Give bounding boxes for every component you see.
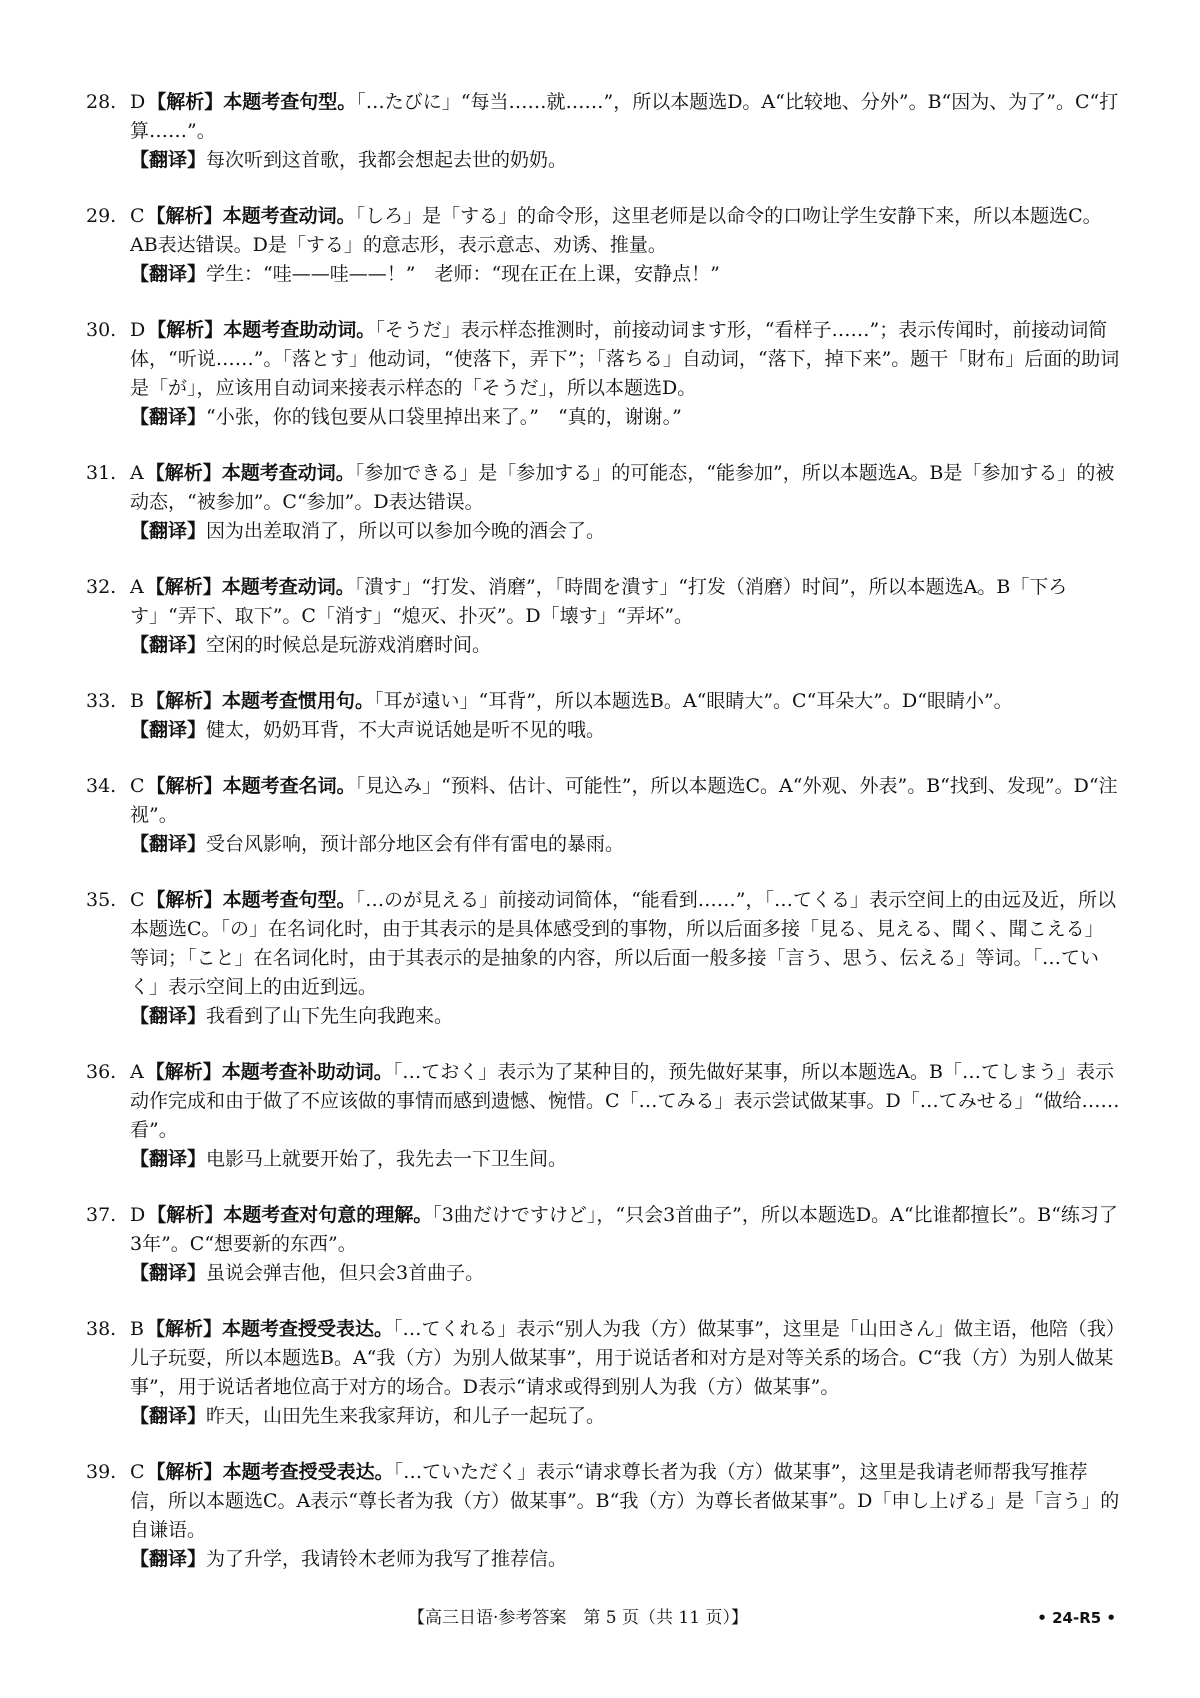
translation-label: 【翻译】 (130, 406, 207, 428)
item-body (130, 886, 1121, 1031)
translation-text: 健太，奶奶耳背，不大声说话她是听不见的哦。 (206, 719, 606, 741)
item-body (130, 88, 1121, 175)
analysis-label: 【解析】 (145, 462, 222, 484)
analysis-label: 【解析】 (145, 1318, 222, 1340)
translation-text: 电影马上就要开始了，我先去一下卫生间。 (206, 1148, 568, 1170)
item-number: 39. (86, 1461, 117, 1483)
analysis-label: 【解析】 (146, 1461, 223, 1483)
translation-line (130, 716, 1121, 745)
item-body (130, 772, 1121, 859)
analysis-label: 【解析】 (147, 319, 224, 341)
analysis-text: 「…のが見える」前接动词简体，“能看到……”，「…てくる」表示空间上的由远及近，所以本题选C。「の」在名词化时，由于其表示的是具体感受到的事物，所以后面多接「見る、見える、聞く、聞こえる」等词；「こと」在名词化时，由于其表示的是抽象的内容，所以后面一般多接「言う、思う、伝える」等词。「…ていく」表示空间上的由近到远。 (130, 889, 1117, 998)
answer-item (86, 316, 1121, 432)
translation-label: 【翻译】 (130, 1548, 207, 1570)
translation-line (130, 1002, 1121, 1031)
item-body (130, 1058, 1121, 1174)
answer-letter: D (130, 319, 146, 341)
item-body (130, 1201, 1121, 1288)
item-body (130, 573, 1121, 660)
translation-line (130, 1259, 1121, 1288)
analysis-text: 「3曲だけですけど」，“只会3首曲子”，所以本题选D。A“比谁都擅长”。B“练习了3年”。C“想要新的东西”。 (130, 1204, 1118, 1255)
analysis-label: 【解析】 (146, 205, 223, 227)
topic-point: 本题考查助动词。 (223, 319, 376, 341)
answer-item (86, 1458, 1121, 1574)
answer-letter: C (130, 205, 145, 227)
item-number: 32. (86, 576, 117, 598)
translation-label: 【翻译】 (130, 520, 207, 542)
topic-point: 本题考查对句意的理解。 (223, 1204, 433, 1226)
answer-letter: D (130, 91, 146, 113)
translation-line (130, 260, 1121, 289)
translation-text: 我看到了山下先生向我跑来。 (206, 1005, 454, 1027)
answer-letter: D (130, 1204, 146, 1226)
translation-label: 【翻译】 (130, 1005, 207, 1027)
topic-point: 本题考查动词。 (221, 576, 355, 598)
item-body (130, 687, 1121, 745)
answer-letter: A (130, 576, 144, 598)
analysis-label: 【解析】 (147, 91, 224, 113)
analysis-label: 【解析】 (146, 889, 223, 911)
answer-letter: A (130, 462, 144, 484)
translation-text: 学生：“哇——哇——！” 老师：“现在正在上课，安静点！” (206, 263, 720, 285)
analysis-text: 「…てくれる」表示“别人为我（方）做某事”，这里是「山田さん」做主语，他陪（我）儿子玩耍，所以本题选B。A“我（方）为别人做某事”，用于说话者和对方是对等关系的场合。C“我（方）为别人做某事”，用于说话者地位高于对方的场合。D表示“请求或得到别人为我（方）做某事”。 (130, 1318, 1116, 1398)
answer-item (86, 772, 1121, 859)
translation-text: 空闲的时候总是玩游戏消磨时间。 (206, 634, 492, 656)
answer-item (86, 459, 1121, 546)
translation-line (130, 830, 1121, 859)
analysis-label: 【解析】 (146, 775, 223, 797)
answer-letter: C (130, 775, 145, 797)
translation-label: 【翻译】 (130, 1148, 207, 1170)
translation-label: 【翻译】 (130, 634, 207, 656)
translation-text: 虽说会弹吉他，但只会3首曲子。 (206, 1262, 485, 1284)
translation-text: 每次听到这首歌，我都会想起去世的奶奶。 (206, 149, 568, 171)
item-number: 29. (86, 205, 117, 227)
item-body (130, 1315, 1121, 1431)
answer-list (86, 88, 1121, 1601)
analysis-text: 「潰す」“打发、消磨”，「時間を潰す」“打发（消磨）时间”，所以本题选A。B「下ろす」“弄下、取下”。C「消す」“熄灭、扑灭”。D「壊す」“弄坏”。 (130, 576, 1068, 627)
topic-point: 本题考查惯用句。 (221, 690, 374, 712)
topic-point: 本题考查动词。 (221, 462, 355, 484)
analysis-text: 「そうだ」表示样态推测时，前接动词ます形，“看样子……”；表示传闻时，前接动词简体，“听说……”。「落とす」他动词，“使落下，弄下”；「落ちる」自动词，“落下，掉下来”。题干「財布」后面的助词是「が」，应该用自动词来接表示样态的「そうだ」，所以本题选D。 (130, 319, 1120, 399)
translation-line (130, 631, 1121, 660)
item-number: 31. (86, 462, 117, 484)
analysis-text: 「参加できる」是「参加する」的可能态，“能参加”，所以本题选A。B是「参加する」的被动态，“被参加”。C“参加”。D表达错误。 (130, 462, 1115, 513)
item-number: 37. (86, 1204, 117, 1226)
answer-item (86, 1201, 1121, 1288)
topic-point: 本题考查补助动词。 (221, 1061, 393, 1083)
analysis-label: 【解析】 (145, 576, 222, 598)
item-body (130, 1458, 1121, 1574)
translation-label: 【翻译】 (130, 149, 207, 171)
topic-point: 本题考查句型。 (222, 889, 356, 911)
translation-line (130, 1545, 1121, 1574)
answer-item (86, 886, 1121, 1031)
answer-letter: A (130, 1061, 144, 1083)
answer-item (86, 687, 1121, 745)
item-number: 33. (86, 690, 117, 712)
answer-letter: B (130, 1318, 144, 1340)
answer-letter: C (130, 1461, 145, 1483)
analysis-text: 「耳が遠い」“耳背”，所以本题选B。A“眼睛大”。C“耳朵大”。D“眼睛小”。 (374, 690, 1013, 712)
translation-line (130, 1402, 1121, 1431)
topic-point: 本题考查动词。 (222, 205, 356, 227)
topic-point: 本题考查授受表达。 (222, 1461, 394, 1483)
item-number: 34. (86, 775, 117, 797)
translation-text: 昨天，山田先生来我家拜访，和儿子一起玩了。 (206, 1405, 606, 1427)
translation-label: 【翻译】 (130, 1262, 207, 1284)
analysis-label: 【解析】 (145, 1061, 222, 1083)
analysis-text: 「見込み」“预料、估计、可能性”，所以本题选C。A“外观、外表”。B“找到、发现”。D“注视”。 (130, 775, 1118, 826)
answer-item (86, 1315, 1121, 1431)
footer-code: • 24-R5 • (1037, 1609, 1116, 1627)
answer-letter: B (130, 690, 144, 712)
translation-text: “小张，你的钱包要从口袋里掉出来了。” “真的，谢谢。” (206, 406, 682, 428)
translation-text: 因为出差取消了，所以可以参加今晚的酒会了。 (206, 520, 606, 542)
topic-point: 本题考查授受表达。 (221, 1318, 393, 1340)
answer-item (86, 573, 1121, 660)
analysis-text: 「…ておく」表示为了某种目的，预先做好某事，所以本题选A。B「…てしまう」表示动作完成和由于做了不应该做的事情而感到遗憾、惋惜。C「…てみる」表示尝试做某事。D「…てみせる」“做给……看”。 (130, 1061, 1120, 1141)
translation-line (130, 1145, 1121, 1174)
translation-line (130, 403, 1121, 432)
footer-title: 【高三日语·参考答案 第 5 页（共 11 页）】 (408, 1608, 748, 1628)
translation-label: 【翻译】 (130, 833, 207, 855)
analysis-text: 「…たびに」“每当……就……”，所以本题选D。A“比较地、分外”。B“因为、为了”。C“打算……”。 (130, 91, 1119, 142)
item-number: 30. (86, 319, 117, 341)
answer-item (86, 88, 1121, 175)
item-number: 28. (86, 91, 117, 113)
answer-letter: C (130, 889, 145, 911)
topic-point: 本题考查名词。 (222, 775, 356, 797)
answer-item (86, 1058, 1121, 1174)
item-body (130, 459, 1121, 546)
answer-item (86, 202, 1121, 289)
analysis-text: 「しろ」是「する」的命令形，这里老师是以命令的口吻让学生安静下来，所以本题选C。AB表达错误。D是「する」的意志形，表示意志、劝诱、推量。 (130, 205, 1102, 256)
translation-line (130, 517, 1121, 546)
analysis-text: 「…ていただく」表示“请求尊长者为我（方）做某事”，这里是我请老师帮我写推荐信，所以本题选C。A表示“尊长者为我（方）做某事”。B“我（方）为尊长者做某事”。D「申し上げる」是「言う」的自谦语。 (130, 1461, 1120, 1541)
translation-label: 【翻译】 (130, 1405, 207, 1427)
translation-label: 【翻译】 (130, 719, 207, 741)
analysis-label: 【解析】 (145, 690, 222, 712)
item-number: 38. (86, 1318, 117, 1340)
translation-text: 为了升学，我请铃木老师为我写了推荐信。 (206, 1548, 568, 1570)
item-number: 35. (86, 889, 117, 911)
translation-text: 受台风影响，预计部分地区会有伴有雷电的暴雨。 (206, 833, 625, 855)
translation-label: 【翻译】 (130, 263, 207, 285)
item-body (130, 202, 1121, 289)
analysis-label: 【解析】 (147, 1204, 224, 1226)
item-number: 36. (86, 1061, 117, 1083)
topic-point: 本题考查句型。 (223, 91, 357, 113)
item-body (130, 316, 1121, 432)
translation-line (130, 146, 1121, 175)
